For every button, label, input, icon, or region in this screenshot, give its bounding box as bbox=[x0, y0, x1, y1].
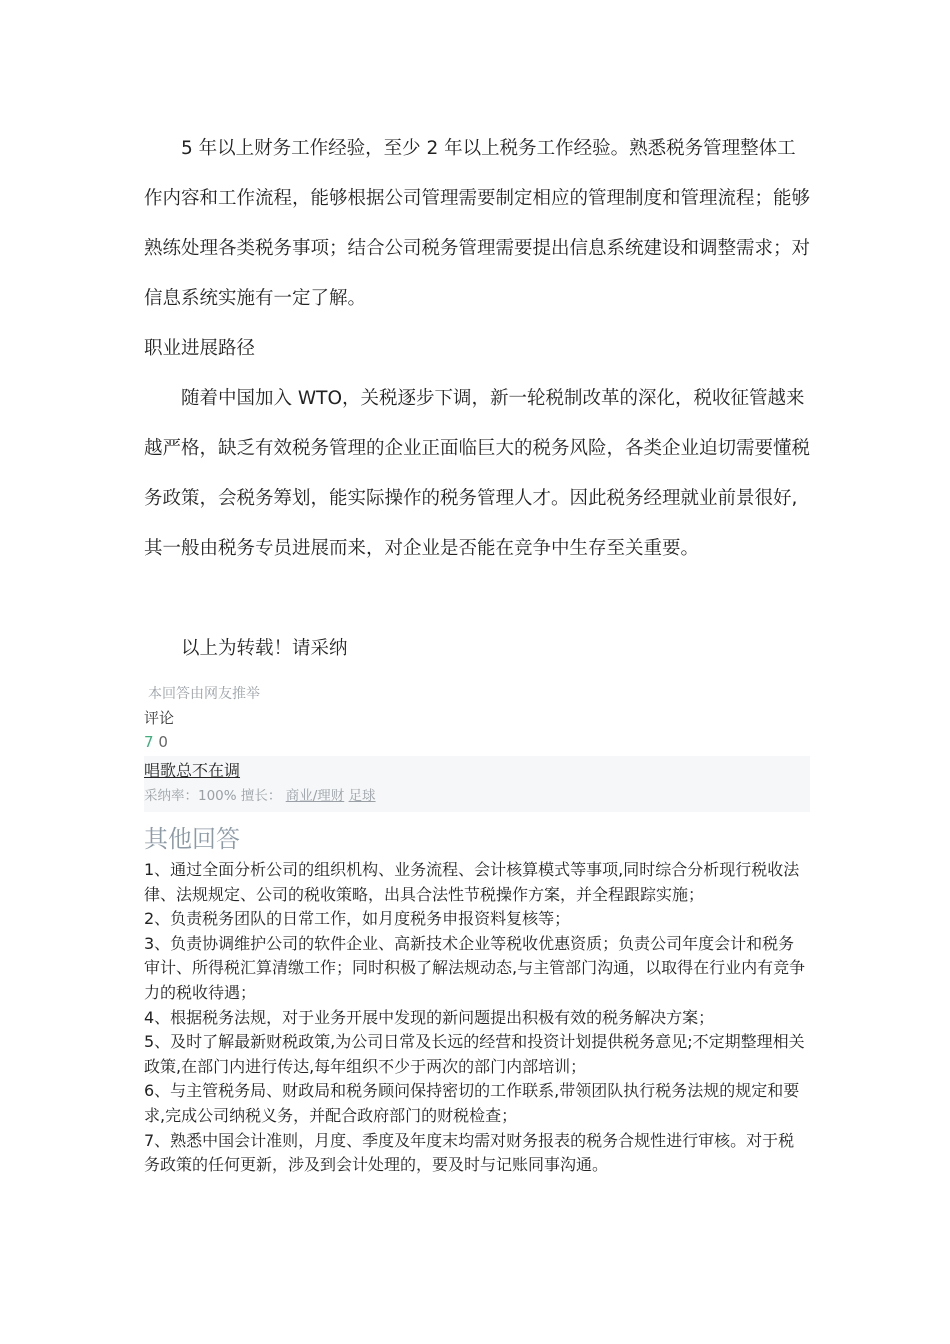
answer-item: 6、与主管税务局、财政局和税务顾问保持密切的工作联系,带领团队执行税务法规的规定和要求,完成公司纳税义务，并配合政府部门的财税检查； bbox=[144, 1081, 800, 1125]
expertise-tag-finance[interactable]: 商业/理财 bbox=[285, 788, 345, 804]
section-heading: 职业进展路径 bbox=[144, 338, 256, 359]
author-name-link[interactable]: 唱歌总不在调 bbox=[144, 761, 241, 780]
spacer bbox=[144, 574, 810, 624]
transfer-note: 以上为转载！请采纳 bbox=[181, 638, 348, 659]
author-card bbox=[144, 756, 810, 812]
answer-item: 2、负责税务团队的日常工作，如月度税务申报资料复核等； bbox=[144, 909, 571, 929]
answer-content bbox=[144, 124, 810, 1178]
career-path-paragraph: 随着中国加入 WTO，关税逐步下调，新一轮税制改革的深化，税收征管越来越严格，缺乏有效税务管理的企业正面临巨大的税务风险，各类企业迫切需要懂税务政策，会税务筹划，能实际操作的税务管理人才。因此税务经理就业前景很好,其一般由税务专员进展而来，对企业是否能在竞争中生存至关重要。 bbox=[144, 388, 811, 559]
comment-link[interactable]: 评论 bbox=[144, 709, 175, 727]
vote-counts bbox=[144, 730, 810, 754]
adoption-label: 采纳率： bbox=[144, 788, 198, 804]
adoption-rate: 100% bbox=[198, 788, 237, 804]
answer-item: 4、根据税务法规，对于业务开展中发现的新问题提出积极有效的税务解决方案； bbox=[144, 1007, 715, 1027]
other-answer-body bbox=[144, 858, 810, 1178]
other-answers-title: 其他回答 bbox=[144, 825, 240, 853]
expertise-label: 擅长： bbox=[240, 788, 282, 804]
author-stats bbox=[144, 784, 810, 808]
downvote-count[interactable]: 0 bbox=[158, 733, 168, 751]
recommended-note: 本回答由网友推举 bbox=[148, 686, 260, 702]
upvote-count[interactable]: 7 bbox=[144, 733, 154, 751]
answer-item: 3、负责协调维护公司的软件企业、高新技术企业等税收优惠资质；负责公司年度会计和税务审计、所得税汇算清缴工作；同时积极了解法规动态,与主管部门沟通，以取得在行业内有竞争力的税收待遇； bbox=[144, 933, 806, 1002]
answer-item: 7、熟悉中国会计准则，月度、季度及年度末均需对财务报表的税务合规性进行审核。对于税务政策的任何更新，涉及到会计处理的，要及时与记账同事沟通。 bbox=[144, 1130, 795, 1175]
experience-paragraph: 5 年以上财务工作经验，至少 2 年以上税务工作经验。熟悉税务管理整体工作内容和工作流程，能够根据公司管理需要制定相应的管理制度和管理流程；能够熟练处理各类税务事项；结合公司税务管理需要提出信息系统建设和调整需求；对信息系统实施有一定了解。 bbox=[144, 138, 811, 309]
expertise-tag-football[interactable]: 足球 bbox=[348, 788, 376, 804]
answer-item: 1、通过全面分析公司的组织机构、业务流程、会计核算模式等事项,同时综合分析现行税收法律、法规规定、公司的税收策略，出具合法性节税操作方案，并全程跟踪实施； bbox=[144, 860, 800, 904]
answer-item: 5、及时了解最新财税政策,为公司日常及长远的经营和投资计划提供税务意见;不定期整理相关政策,在部门内进行传达,每年组织不少于两次的部门内部培训； bbox=[144, 1032, 805, 1076]
